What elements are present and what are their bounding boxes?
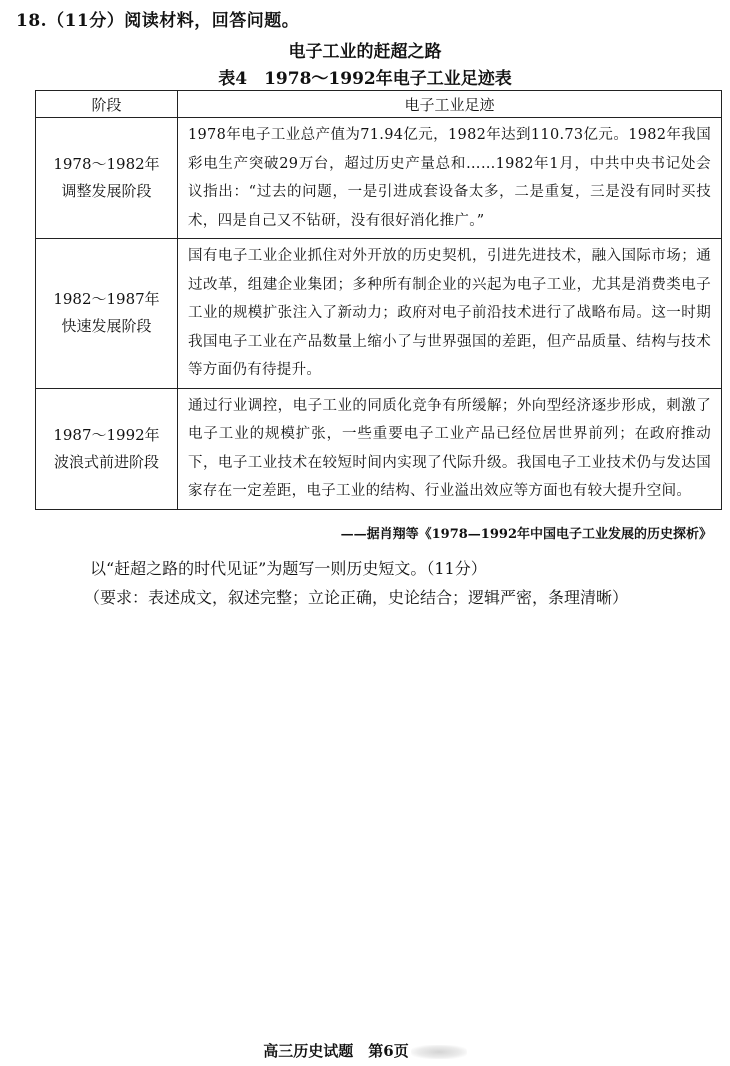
table-header-row — [36, 91, 722, 118]
footer-text: 高三历史试题 第6页 — [263, 1042, 409, 1060]
stage-name: 快速发展阶段 — [61, 317, 152, 336]
page-footer — [0, 1040, 730, 1061]
stage-name: 调整发展阶段 — [61, 182, 152, 200]
stage-cell — [36, 239, 178, 389]
material-title: 电子工业的赶超之路 — [288, 42, 442, 62]
header-footprint: 电子工业足迹 — [178, 91, 722, 118]
stage-name: 波浪式前进阶段 — [53, 452, 159, 471]
stage-cell — [36, 118, 178, 239]
stage-years: 1978～1982年 — [53, 155, 160, 173]
table-row — [36, 239, 722, 389]
question-number: 18.（11分）阅读材料，回答问题。 — [16, 11, 300, 31]
table-row — [36, 388, 722, 509]
watermark-blur — [411, 1045, 467, 1059]
source-citation: ——据肖翔等《1978—1992年中国电子工业发展的历史探析》 — [340, 527, 712, 542]
stage-years: 1987～1992年 — [53, 425, 160, 444]
footprint-table — [35, 90, 722, 510]
footprint-description: 通过行业调控，电子工业的同质化竞争有所缓解；外向型经济逐步形成，刺激了电子工业的规模扩张，一些重要电子工业产品已经位居世界前列；在政府推动下，电子工业技术在较短时间内实现了代际升级。我国电子工业技术仍与发达国家存在一定差距，电子工业的结构、行业溢出效应等方面也有较大提升空间。 — [178, 388, 722, 509]
header-stage: 阶段 — [36, 91, 178, 118]
stage-cell — [36, 388, 178, 509]
writing-requirement: （要求：表述成文，叙述完整；立论正确，史论结合；逻辑严密，条理清晰） — [84, 588, 629, 607]
writing-prompt: 以“赶超之路的时代见证”为题写一则历史短文。（11分） — [90, 559, 487, 578]
table-row — [36, 118, 722, 239]
stage-years: 1982～1987年 — [53, 290, 160, 309]
footprint-description: 1978年电子工业总产值为71.94亿元，1982年达到110.73亿元。1982年我国彩电生产突破29万台，超过历史产量总和……1982年1月，中共中央书记处会议指出：“过去的问题，一是引进成套设备太多，二是重复，三是没有同时买技术，四是自己又不钻研，没有很好消化推广。” — [178, 118, 722, 239]
table-caption: 表4 1978～1992年电子工业足迹表 — [218, 69, 512, 89]
footprint-description: 国有电子工业企业抓住对外开放的历史契机，引进先进技术，融入国际市场；通过改革，组建企业集团；多种所有制企业的兴起为电子工业，尤其是消费类电子工业的规模扩张注入了新动力；政府对电子前沿技术进行了战略布局。这一时期我国电子工业在产品数量上缩小了与世界强国的差距，但产品质量、结构与技术等方面仍有待提升。 — [178, 239, 722, 389]
